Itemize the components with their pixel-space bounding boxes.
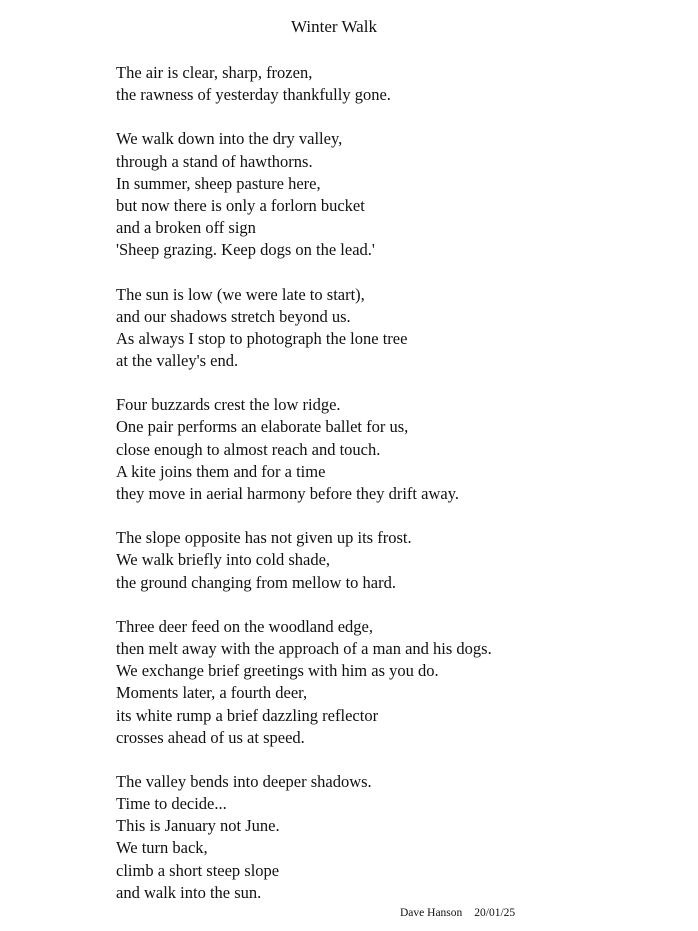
stanza-7 (116, 771, 676, 904)
poem-line: The valley bends into deeper shadows. (116, 771, 372, 791)
poem-line: As always I stop to photograph the lone tree (116, 328, 408, 348)
poem-line: We exchange brief greetings with him as you do. (116, 661, 439, 681)
poem-line: its white rump a brief dazzling reflector (116, 705, 379, 725)
poem-line: the ground changing from mellow to hard. (116, 572, 396, 592)
stanza-2 (116, 128, 676, 261)
poem-line: climb a short steep slope (116, 860, 280, 880)
poem-line: and a broken off sign (116, 218, 256, 238)
poem-line: In summer, sheep pasture here, (116, 173, 321, 193)
poem-line: The sun is low (we were late to start), (116, 284, 365, 304)
poem-line: The slope opposite has not given up its frost. (116, 528, 412, 548)
poem-line: We turn back, (116, 838, 208, 858)
stanza-6 (116, 616, 676, 749)
poem-line: then melt away with the approach of a man and his dogs. (116, 638, 492, 658)
poem-line: We walk briefly into cold shade, (116, 550, 331, 570)
poem-line: A kite joins them and for a time (116, 461, 326, 481)
poem-line: through a stand of hawthorns. (116, 151, 313, 171)
poem-line: Time to decide... (116, 794, 227, 814)
poem-body (116, 62, 676, 926)
poem-line: they move in aerial harmony before they drift away. (116, 484, 460, 503)
poem-line: The air is clear, sharp, frozen, (116, 63, 313, 82)
poem-line: Moments later, a fourth deer, (116, 683, 308, 703)
poem-line: at the valley's end. (116, 351, 239, 371)
poem-line: One pair performs an elaborate ballet for us, (116, 417, 409, 437)
stanza-4 (116, 394, 676, 505)
stanza-5 (116, 527, 676, 594)
stanza-1 (116, 62, 676, 106)
author-name: Dave Hanson (400, 907, 463, 919)
poem-line: Four buzzards crest the low ridge. (116, 395, 341, 415)
poem-line: crosses ahead of us at speed. (116, 727, 305, 747)
poem-line: the rawness of yesterday thankfully gone. (116, 85, 391, 105)
poem-line: 'Sheep grazing. Keep dogs on the lead.' (116, 240, 375, 260)
poem-date: 20/01/25 (474, 907, 516, 919)
poem-line: but now there is only a forlorn bucket (116, 195, 365, 215)
poem-line: and our shadows stretch beyond us. (116, 306, 351, 326)
poem-line: We walk down into the dry valley, (116, 129, 343, 149)
poem-line: This is January not June. (116, 816, 280, 836)
poem-line: and walk into the sun. (116, 882, 262, 902)
stanza-3 (116, 284, 676, 373)
poem-line: close enough to almost reach and touch. (116, 439, 381, 459)
signature (400, 906, 515, 920)
poem-line: Three deer feed on the woodland edge, (116, 616, 374, 636)
poem-title: Winter Walk (291, 17, 377, 36)
